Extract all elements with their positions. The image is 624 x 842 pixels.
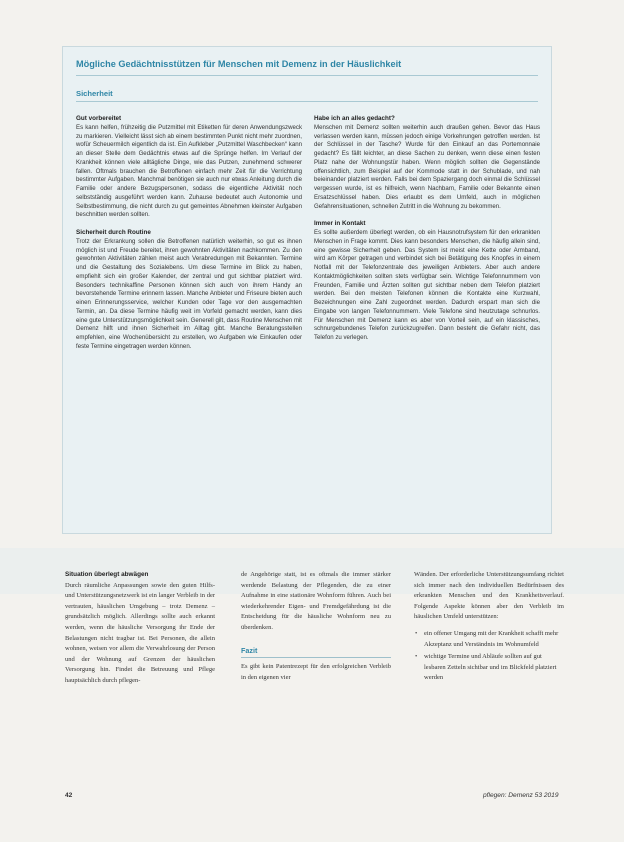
article-column-3 — [414, 570, 564, 686]
fazit-heading — [241, 646, 391, 657]
journal-name: pflegen: Demenz 53 2019 — [483, 792, 559, 799]
box-column-right — [314, 115, 540, 352]
paragraph: Es kann helfen, frühzeitig die Putzmittel mit Etiketten für deren Anwendungszweck zu markieren. Vielleicht lässt sich ab einem bestimmten Punkt nicht mehr zuordnen, wofür Scheuermilch eigentlich da ist. Ein Aufkleber „Putzmittel Waschbecken“ kann an dieser Stelle dem Gedächtnis etwas auf die Sprünge helfen. Im Verlauf der Krankheit können viele alltägliche Dinge, wie das Putzen, zunehmend schwerer fallen. Oftmals brauchen die Betroffenen einfach mehr Zeit für die Verrichtung bestimmter Aufgaben. Manchmal benötigen sie auch nur etwas Anleitung durch die Familie oder andere Bezugspersonen, sodass die eigentliche Aktivität noch selbstständig ausgeführt werden kann. Zuhause bedeutet auch Autonomie und Selbstbestimmung, die nicht durch zu gut gemeintes Abnehmen kleinster Aufgaben beschnitten werden sollten. — [76, 123, 302, 219]
paragraph: de Angehörige statt, ist es oftmals die immer stärker werdende Belastung der Pflegenden, die zu einer Aufnahme in eine stationäre Wohnform führen. Auch bei wiederkehrender Eigen- und Fremdgefährdung ist die Entscheidung für die häusliche Wohnform neu zu überdenken. — [241, 571, 391, 631]
title-divider — [76, 75, 538, 76]
subheading: Immer in Kontakt — [314, 220, 366, 228]
list-item: • ein offener Umgang mit der Krankheit schafft mehr Akzeptanz und Verständnis im Wohnumfeld — [424, 629, 564, 650]
box-title: Mögliche Gedächtnisstützen für Menschen mit Demenz in der Häuslichkeit — [76, 59, 402, 69]
article-column-2 — [241, 570, 391, 683]
paragraph: Es gibt kein Patentrezept für den erfolgreichen Verbleib in den eigenen vier — [241, 663, 391, 681]
paragraph: Durch räumliche Anpassungen sowie den guten Hilfs- und Unterstützungsnetzwerk ist ein langer Verbleib in der vertrauten, häuslichen Umgebung – trotz Demenz – grundsätzlich möglich. Allerdings sollte auch erkannt werden, wenn die häusliche Versorgung ihr Ende der Belastungen nicht tragbar ist. Bei Personen, die allein wohnen, weisen vor allem die Verwahrlosung der Person und der Wohnung auf Grenzen der häuslichen Versorgung hin. Findet die Betreuung und Pflege hauptsächlich durch pflegen- — [65, 581, 215, 684]
info-box — [62, 46, 552, 534]
box-column-left — [76, 115, 302, 361]
bullet-list — [414, 629, 564, 684]
paragraph: Wänden. Der erforderliche Unterstützungsumfang richtet sich immer nach den individuellen Bedürfnissen des erkrankten Menschen und den Krankheitsverlauf. Folgende Aspekte können aber den Verbleib im häuslichen Umfeld unterstützen: — [414, 571, 564, 621]
list-item: • wichtige Termine und Abläufe sollten auf gut lesbaren Zetteln sichtbar und im Blickfeld platziert werden — [424, 652, 564, 684]
section-divider — [76, 101, 538, 102]
subheading: Habe ich an alles gedacht? — [314, 115, 395, 122]
fazit-divider — [241, 657, 391, 658]
paragraph: Menschen mit Demenz sollten weiterhin auch draußen gehen. Bevor das Haus verlassen werden kann, müssen jedoch einige Vorkehrungen getroffen werden. Ist der Schlüssel in der Tasche? Wurde für den Einkauf an das Portemonnaie gedacht? Es fällt leichter, an diese Sachen zu denken, wenn diese einen festen Platz nahe der Wohnungstür haben. Wenn möglich sollten die Gegenstände offensichtlich, zum Beispiel auf der Kommode statt in der Schublade, und nah beieinander platziert werden. Falls bei dem Spaziergang doch einmal die Schlüssel vergessen wurde, ist es hilfreich, wenn Nachbarn, Familie oder Bekannte einen Ersatzschlüssel haben. Dies erlaubt es dem Umfeld, auch in möglichen Gefahrensituationen, schnellen Zutritt in die Wohnung zu bekommen. — [314, 123, 540, 210]
article-subheading: Situation überlegt abwägen — [65, 571, 149, 578]
subheading: Sicherheit durch Routine — [76, 229, 151, 236]
fazit-label: Fazit — [241, 645, 258, 655]
paragraph: Es sollte außerdem überlegt werden, ob ein Hausnotrufsystem für den erkrankten Menschen in Frage kommt. Dies kann besonders Menschen, die häufig allein sind, eine gewisse Sicherheit geben. Das System ist meist eine Kette oder Armband, wird am Körper getragen und verbindet sich bei Betätigung des Knopfes in einem Notfall mit der Telefonzentrale des jeweiligen Anbieters. Aber auch andere Kontaktmöglichkeiten sollten stets verfügbar sein. Wichtige Telefonnummern von Freunden, Familie und Ärzten sollten gut sichtbar neben dem Telefon platziert werden. Bei den meisten Telefonen können die Kontakte eine Kurzwahl, Bezeichnungen eine Zahl zugeordnet werden. Dadurch erspart man sich die Eingabe von langen Telefonnummern. Viele Telefone sind heutzutage schnurlos. Für Menschen mit Demenz kann es aber von Vorteil sein, auf ein klassisches, schnurgebundenes Telefon zurückzugreifen. Dann besteht die Gefahr nicht, das Telefon zu verlegen. — [314, 229, 540, 341]
section-label: Sicherheit — [76, 89, 113, 98]
article-column-1 — [65, 570, 215, 687]
paragraph: Trotz der Erkrankung sollen die Betroffenen natürlich weiterhin, so gut es ihnen möglich ist und Freude bereitet, ihren gewohnten Aktivitäten nachkommen. Zu den gewohnten Aktivitäten zählen meist auch Verabredungen mit Bekannten. Termine und die Gestaltung des Sozialebens. Um diese Termine im Blick zu haben, empfiehlt sich ein großer Kalender, der zentral und gut sichtbar platziert wird. Besonders technikaffine Personen können sich auch von ihrem Handy an bevorstehende Termine erinnern lassen. Manche Anbieter und Friseure bieten auch einen Erinnerungsservice, welcher Kunden oder Tage vor den ausgemachten Termin, an. Da diese Termine häufig weit im Vorfeld gemacht werden, kann dies eine gute Unterstützungsmöglichkeit sein. Generell gilt, dass Routine Menschen mit Demenz hilft und ihnen Sicherheit im Alltag gibt. Manche Beratungsstellen empfehlen, eine Wochenübersicht zu erstellen, wo Aufgaben wie Einkaufen oder feste Termine eingetragen werden können. — [76, 237, 302, 350]
subheading: Gut vorbereitet — [76, 115, 122, 122]
page-number: 42 — [65, 792, 73, 799]
